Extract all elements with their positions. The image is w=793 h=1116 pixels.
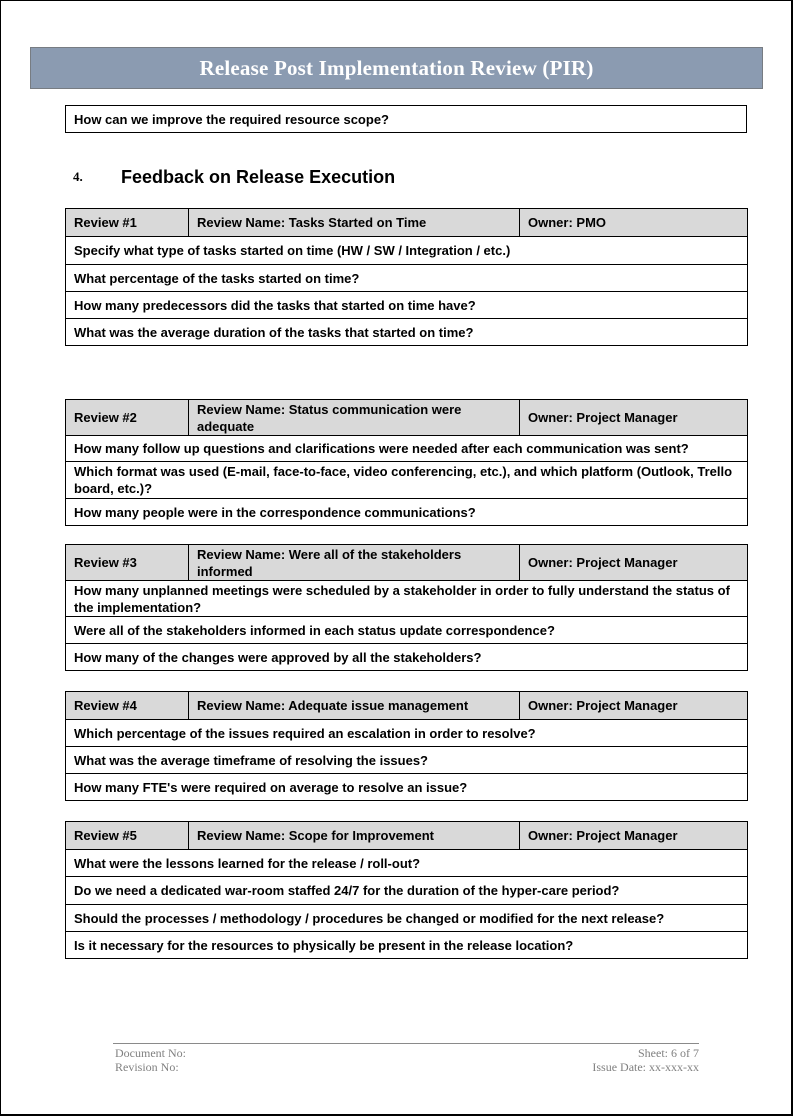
revision-no-label: Revision No:: [115, 1060, 179, 1074]
review-table-1: [65, 208, 748, 346]
question-row: [66, 581, 748, 617]
question-row: [66, 644, 748, 671]
question-text: How many people were in the correspondence communications?: [66, 499, 748, 526]
section-heading: [73, 165, 395, 189]
question-row: [66, 747, 748, 774]
question-text: How many unplanned meetings were scheduled by a stakeholder in order to fully understand the status of the implementation?: [66, 581, 748, 617]
question-text: How many FTE's were required on average to resolve an issue?: [66, 774, 748, 801]
review-id: Review #4: [66, 692, 189, 720]
carryover-question-box: [65, 105, 747, 133]
question-row: [66, 265, 748, 292]
review-table-3: [65, 544, 748, 671]
question-row: [66, 774, 748, 801]
question-text: What was the average duration of the tasks that started on time?: [66, 319, 748, 346]
review-header-row: [66, 692, 748, 720]
question-text: What percentage of the tasks started on time?: [66, 265, 748, 292]
review-owner: Owner: Project Manager: [520, 545, 748, 581]
review-name: Review Name: Were all of the stakeholders informed: [189, 545, 520, 581]
footer-left: [115, 1046, 186, 1074]
document-no-label: Document No:: [115, 1046, 186, 1060]
question-text: Specify what type of tasks started on time (HW / SW / Integration / etc.): [66, 237, 748, 265]
question-row: [66, 720, 748, 747]
question-row: [66, 850, 748, 877]
section-title: Feedback on Release Execution: [121, 166, 396, 187]
review-name: Review Name: Status communication were adequate: [189, 400, 520, 436]
review-header-row: [66, 545, 748, 581]
question-text: How many of the changes were approved by all the stakeholders?: [66, 644, 748, 671]
section-number: 4.: [73, 169, 83, 184]
question-text: Is it necessary for the resources to physically be present in the release location?: [66, 932, 748, 959]
document-title-banner: [30, 47, 763, 89]
review-table-4: [65, 691, 748, 801]
question-row: [66, 319, 748, 346]
review-id: Review #5: [66, 822, 189, 850]
review-owner: Owner: Project Manager: [520, 692, 748, 720]
question-row: [66, 462, 748, 499]
question-text: Were all of the stakeholders informed in each status update correspondence?: [66, 617, 748, 644]
question-text: How many follow up questions and clarifications were needed after each communication was sent?: [66, 436, 748, 462]
question-row: [66, 617, 748, 644]
review-id: Review #1: [66, 209, 189, 237]
question-row: [66, 436, 748, 462]
review-id: Review #3: [66, 545, 189, 581]
review-name: Review Name: Scope for Improvement: [189, 822, 520, 850]
review-id: Review #2: [66, 400, 189, 436]
document-title: Release Post Implementation Review (PIR): [199, 55, 594, 80]
carryover-question: How can we improve the required resource scope?: [74, 111, 389, 127]
question-row: [66, 877, 748, 905]
question-text: Which format was used (E-mail, face-to-face, video conferencing, etc.), and which platform (Outlook, Trello board, etc.)?: [66, 462, 748, 499]
review-name: Review Name: Adequate issue management: [189, 692, 520, 720]
review-owner: Owner: Project Manager: [520, 400, 748, 436]
question-text: Do we need a dedicated war-room staffed 24/7 for the duration of the hyper-care period?: [66, 877, 748, 905]
question-row: [66, 237, 748, 265]
review-table-2: [65, 399, 748, 526]
question-text: Should the processes / methodology / procedures be changed or modified for the next release?: [66, 905, 748, 932]
review-header-row: [66, 822, 748, 850]
review-header-row: [66, 209, 748, 237]
question-text: What were the lessons learned for the release / roll-out?: [66, 850, 748, 877]
review-name: Review Name: Tasks Started on Time: [189, 209, 520, 237]
question-row: [66, 932, 748, 959]
question-row: [66, 905, 748, 932]
review-owner: Owner: PMO: [520, 209, 748, 237]
question-text: Which percentage of the issues required an escalation in order to resolve?: [66, 720, 748, 747]
question-text: What was the average timeframe of resolving the issues?: [66, 747, 748, 774]
sheet-number: Sheet: 6 of 7: [638, 1046, 699, 1060]
issue-date: Issue Date: xx-xxx-xx: [592, 1060, 699, 1074]
question-text: How many predecessors did the tasks that started on time have?: [66, 292, 748, 319]
review-table-5: [65, 821, 748, 959]
review-header-row: [66, 400, 748, 436]
question-row: [66, 292, 748, 319]
review-owner: Owner: Project Manager: [520, 822, 748, 850]
question-row: [66, 499, 748, 526]
footer-divider: [113, 1043, 699, 1044]
footer-right: [592, 1046, 699, 1074]
